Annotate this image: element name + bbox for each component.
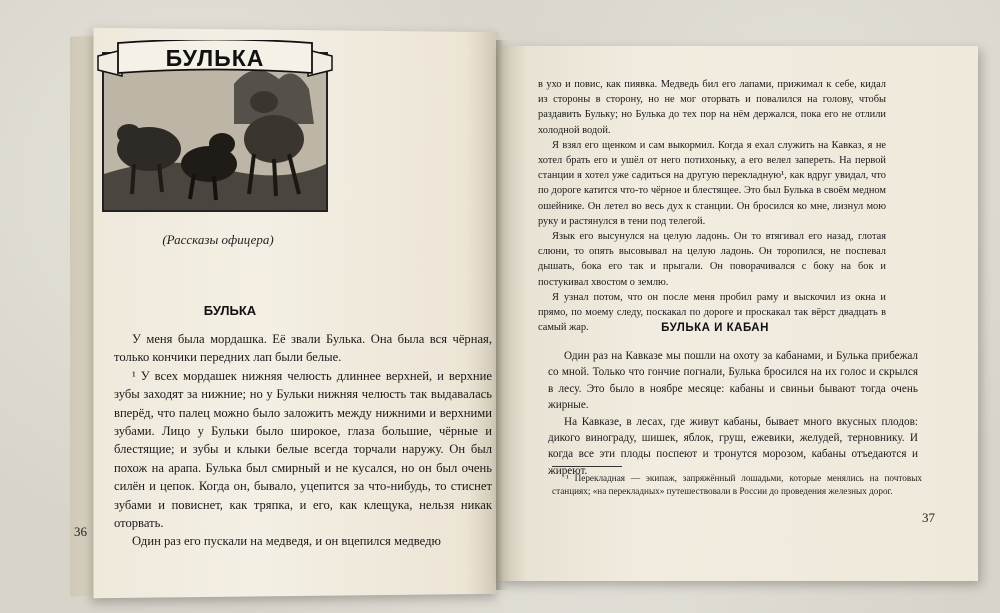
paragraph: Я взял его щенком и сам выкормил. Когда я ехал служить на Кавказ, я не хотел брать его и ушёл от него потихоньку, а его велел запереть. На первой станции я хотел уже садиться на другую перекладную¹, как вдруг увидал, что по дороге катится что-то чёрное и блестящее. Это был Булька в своём медном ошейнике. Он летел во весь дух к станции. Он бросился ко мне, лизнул мою руку и растянулся в тени под телегой. xyxy=(538,139,886,227)
footnote-text: ¹ Перекладная — экипаж, запряжённый лошадьми, которые менялись на почтовых станциях; «на перекладных» путешествовали в России до проведения железных дорог. xyxy=(552,473,922,497)
footnote-rule xyxy=(552,466,622,467)
footnote xyxy=(552,472,922,499)
title-banner xyxy=(92,40,338,78)
paragraph: У меня была мордашка. Её звали Булька. Она была вся чёрная, только кончики передних лап были белые. xyxy=(114,332,492,365)
paragraph: Один раз его пускали на медведя, и он вцепился медведю xyxy=(132,534,441,549)
book-gutter xyxy=(496,40,510,590)
left-chapter-heading: БУЛЬКА xyxy=(203,303,257,318)
paragraph: Я узнал потом, что он после меня пробил раму и выскочил из окна и прямо, по моему следу, поскакал по дороге и проскакал так вёрст двадцать в самый жар. xyxy=(538,291,886,334)
right-body-text-2 xyxy=(548,348,918,479)
left-body-text xyxy=(114,330,492,551)
right-body-text xyxy=(538,77,886,335)
paragraph: ¹ У всех мордашек нижняя челюсть длиннее верхней, и верхние зубы заходят за нижние; но у Бульки нижняя челюсть так выдавалась вперёд, что палец можно было заложить между нижними и верхними зубами. Лицо у Бульки было широкое, глаза большие, чёрные и блестящие; и зубы и клыки белые всегда торчали наружу. Он был похож на арапа. Булька был смирный и не кусался, но он был очень силён и цепок. Когда он, бывало, уцепится за что-нибудь, то стиснет зубами и повиснет, как тряпка, и его, как клещука, нельзя никак оторвать. xyxy=(114,368,492,531)
page-number-left: 36 xyxy=(74,524,87,539)
page-number-right: 37 xyxy=(922,510,935,525)
paragraph: На Кавказе, в лесах, где живут кабаны, бывает много вкусных плодов: дикого винограду, шишек, яблок, груш, ежевики, желудей, терновнику. И когда все эти плоды поспеют и тронутся морозом, кабаны отъедаются и жиреют. xyxy=(548,415,918,477)
right-chapter-heading: БУЛЬКА И КАБАН xyxy=(661,322,769,334)
paragraph: Один раз на Кавказе мы пошли на охоту за кабанами, и Булька прибежал со мной. Только что гончие погнали, Булька бросился на их голос и скрылся в лесу. Это было в ноябре месяце: кабаны и свиньи бывают тогда очень жирные. xyxy=(548,350,918,412)
collection-subtitle: (Рассказы офицера) xyxy=(162,232,274,247)
story-title: БУЛЬКА xyxy=(165,45,265,71)
paragraph: в ухо и повис, как пиявка. Медведь бил его лапами, прижимал к себе, кидал из стороны в сторону, но не мог оторвать и повалился на голову, чтобы раздавить Бульку; но Булька до тех пор на нём держался, пока его не отлили холодной водой. xyxy=(538,79,886,136)
paragraph: Язык его высунулся на целую ладонь. Он то втягивал его назад, глотая слюни, то опять высовывал на целую ладонь. Он торопился, не поспевал дышать, бока его так и прыгали. Он поворачивался с боку на бок и постукивал хвостом о землю. xyxy=(538,231,886,288)
